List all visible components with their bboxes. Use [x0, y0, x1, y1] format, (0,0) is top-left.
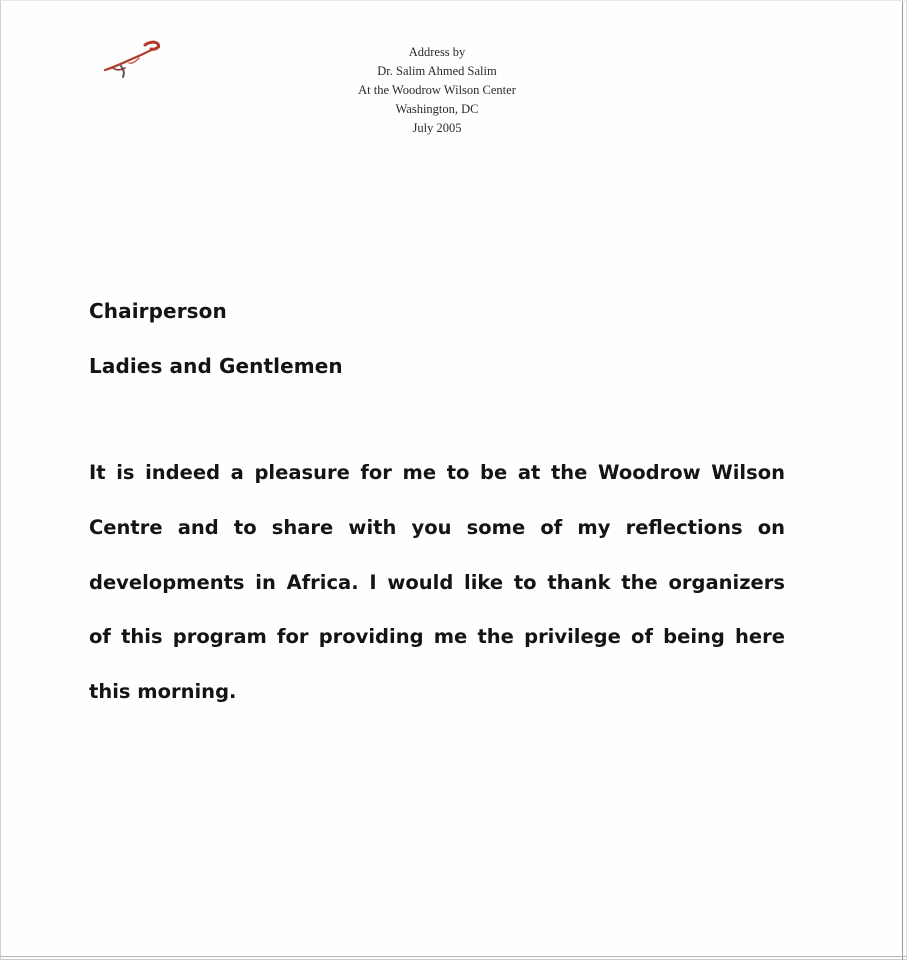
salutation-chairperson: Chairperson — [89, 299, 227, 323]
header-line-address-by: Address by — [408, 45, 466, 59]
header-line-speaker: Dr. Salim Ahmed Salim — [377, 64, 497, 78]
body-text-line: developments in Africa. I would like to thank the organizers — [89, 571, 785, 594]
header-line-venue: At the Woodrow Wilson Center — [358, 83, 516, 97]
handwritten-mark-icon — [101, 37, 163, 87]
body-text-line: It is indeed a pleasure for me to be at the Woodrow Wilson — [89, 461, 785, 484]
address-header — [301, 43, 573, 138]
scan-edge-bottom — [1, 956, 907, 957]
body-text-line: of this program for providing me the privilege of being here — [89, 625, 785, 648]
body-text-line: this morning. — [89, 680, 237, 703]
scan-edge-right — [902, 1, 903, 960]
body-text-line: Centre and to share with you some of my reflections on — [89, 516, 785, 539]
salutation-ladies-gentlemen: Ladies and Gentlemen — [89, 354, 343, 378]
header-line-city: Washington, DC — [395, 102, 479, 116]
header-line-date: July 2005 — [412, 121, 462, 135]
